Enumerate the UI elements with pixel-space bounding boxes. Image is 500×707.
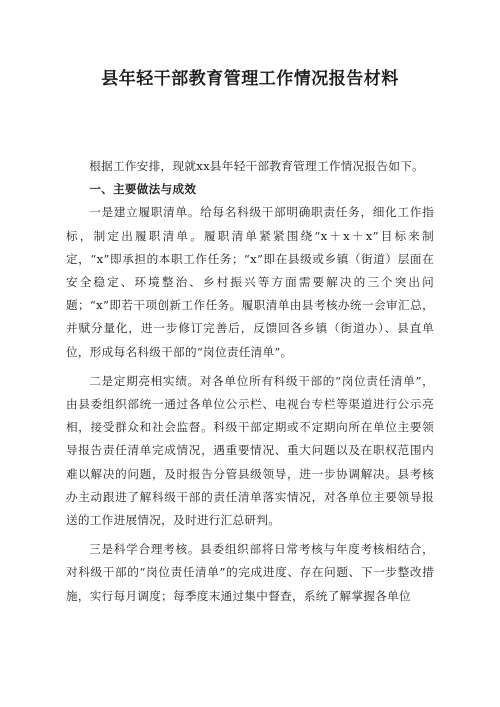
body-paragraph-2: 二是定期亮相实绩。对各单位所有科级干部的“岗位责任清单”，由县委组织部统一通过各单位公示栏、电视台专栏等渠道进行公示亮相，接受群众和社会监督。科级干部定期或不定期向所在单位主要领导报告责任清单完成情况，遇重要情况、重大问题以及在职权范围内难以解决的问题，及时报告分管县级领导，进一步协调解决。县考核办主动跟进了解科级干部的责任清单落实情况，对各单位主要领导报送的工作进展情况，及时进行汇总研判。 [66,373,434,528]
intro-paragraph: 根据工作安排，现就xx县年轻干部教育管理工作情况报告如下。 [89,159,424,173]
document-title: 县年轻干部教育管理工作情况报告材料 [101,69,399,89]
body-paragraph-3: 三是科学合理考核。县委组织部将日常考核与年度考核相结合，对科级干部的“岗位责任清单”的完成进度、存在问题、下一步整改措施，实行每月调度；每季度末通过集中督查，系统了解掌握各单位 [66,542,434,603]
body-paragraph-1: 一是建立履职清单。给每名科级干部明确职责任务，细化工作指标，制定出履职清单。履职清单紧紧围绕“x＋x＋x”目标来制定，“x”即承担的本职工作任务；“x”即在县级或乡镇（街道）层面在安全稳定、环境整治、乡村振兴等方面需要解决的三个突出问题；“x”即若干项创新工作任务。履职清单由县考核办统一会审汇总，并赋分量化，进一步修订完善后，反馈回各乡镇（街道办）、县直单位，形成每名科级干部的“岗位责任清单”。 [66,205,434,359]
section-heading: 一、主要做法与成效 [89,182,197,197]
